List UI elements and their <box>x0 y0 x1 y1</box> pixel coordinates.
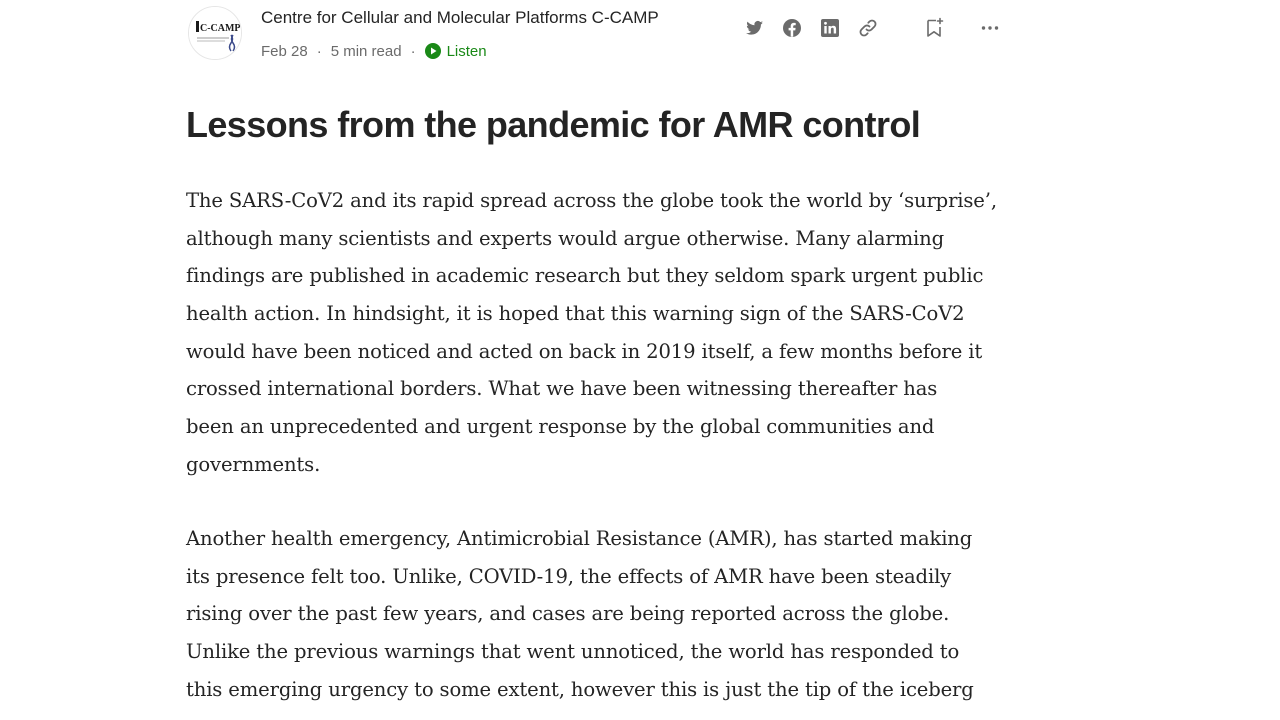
paragraph-line: findings are published in academic research but they seldom spark urgent public <box>186 264 984 288</box>
paragraph-line: would have been noticed and acted on back in 2019 itself, a few months before it <box>186 339 983 363</box>
read-time: 5 min read <box>330 42 402 60</box>
paragraph-line: Another health emergency, Antimicrobial Resistance (AMR), has started making <box>186 527 973 550</box>
paragraph-line: health action. In hindsight, it is hoped that this warning sign of the SARS-CoV2 <box>186 302 965 326</box>
author-avatar[interactable] <box>188 6 242 60</box>
paragraph-line: crossed international borders. What we have been witnessing thereafter has <box>186 377 938 401</box>
author-name-link[interactable]: Centre for Cellular and Molecular Platforms C-CAMP <box>261 8 659 27</box>
paragraph-line: although many scientists and experts would argue otherwise. Many alarming <box>186 226 945 250</box>
paragraph-line: its presence felt too. Unlike, COVID-19, the effects of AMR have been steadily <box>186 564 952 588</box>
c-camp-logo <box>189 7 242 60</box>
paragraph-line: governments. <box>186 452 321 476</box>
article-paragraph <box>186 182 1006 484</box>
paragraph-line: this emerging urgency to some extent, however this is just the tip of the iceberg <box>186 677 974 701</box>
listen-label: Listen <box>446 42 487 60</box>
avatar-logo-text: C-CAMP <box>200 23 241 34</box>
twitter-icon[interactable] <box>742 16 766 40</box>
link-icon[interactable] <box>856 16 880 40</box>
listen-button[interactable] <box>425 43 487 60</box>
article-paragraph <box>186 520 1006 708</box>
article-header <box>186 0 1006 70</box>
paragraph-line: The SARS-CoV2 and its rapid spread across the globe took the world by ‘surprise’, <box>186 189 997 212</box>
article-title: Lessons from the pandemic for AMR control <box>186 104 921 145</box>
meta-separator: · <box>316 42 322 60</box>
linkedin-icon[interactable] <box>818 16 842 40</box>
paragraph-line: been an unprecedented and urgent response by the global communities and <box>186 415 935 439</box>
facebook-icon[interactable] <box>780 16 804 40</box>
play-circle-icon <box>425 43 441 59</box>
publish-date: Feb 28 <box>261 42 308 60</box>
paragraph-line: Unlike the previous warnings that went unnoticed, the world has responded to <box>186 640 960 664</box>
paragraph-line: rising over the past few years, and cases are being reported across the globe. <box>186 602 950 626</box>
bookmark-add-icon[interactable] <box>922 16 946 40</box>
more-icon[interactable] <box>978 16 1002 40</box>
meta-separator: · <box>410 42 416 60</box>
article-meta <box>261 41 487 61</box>
